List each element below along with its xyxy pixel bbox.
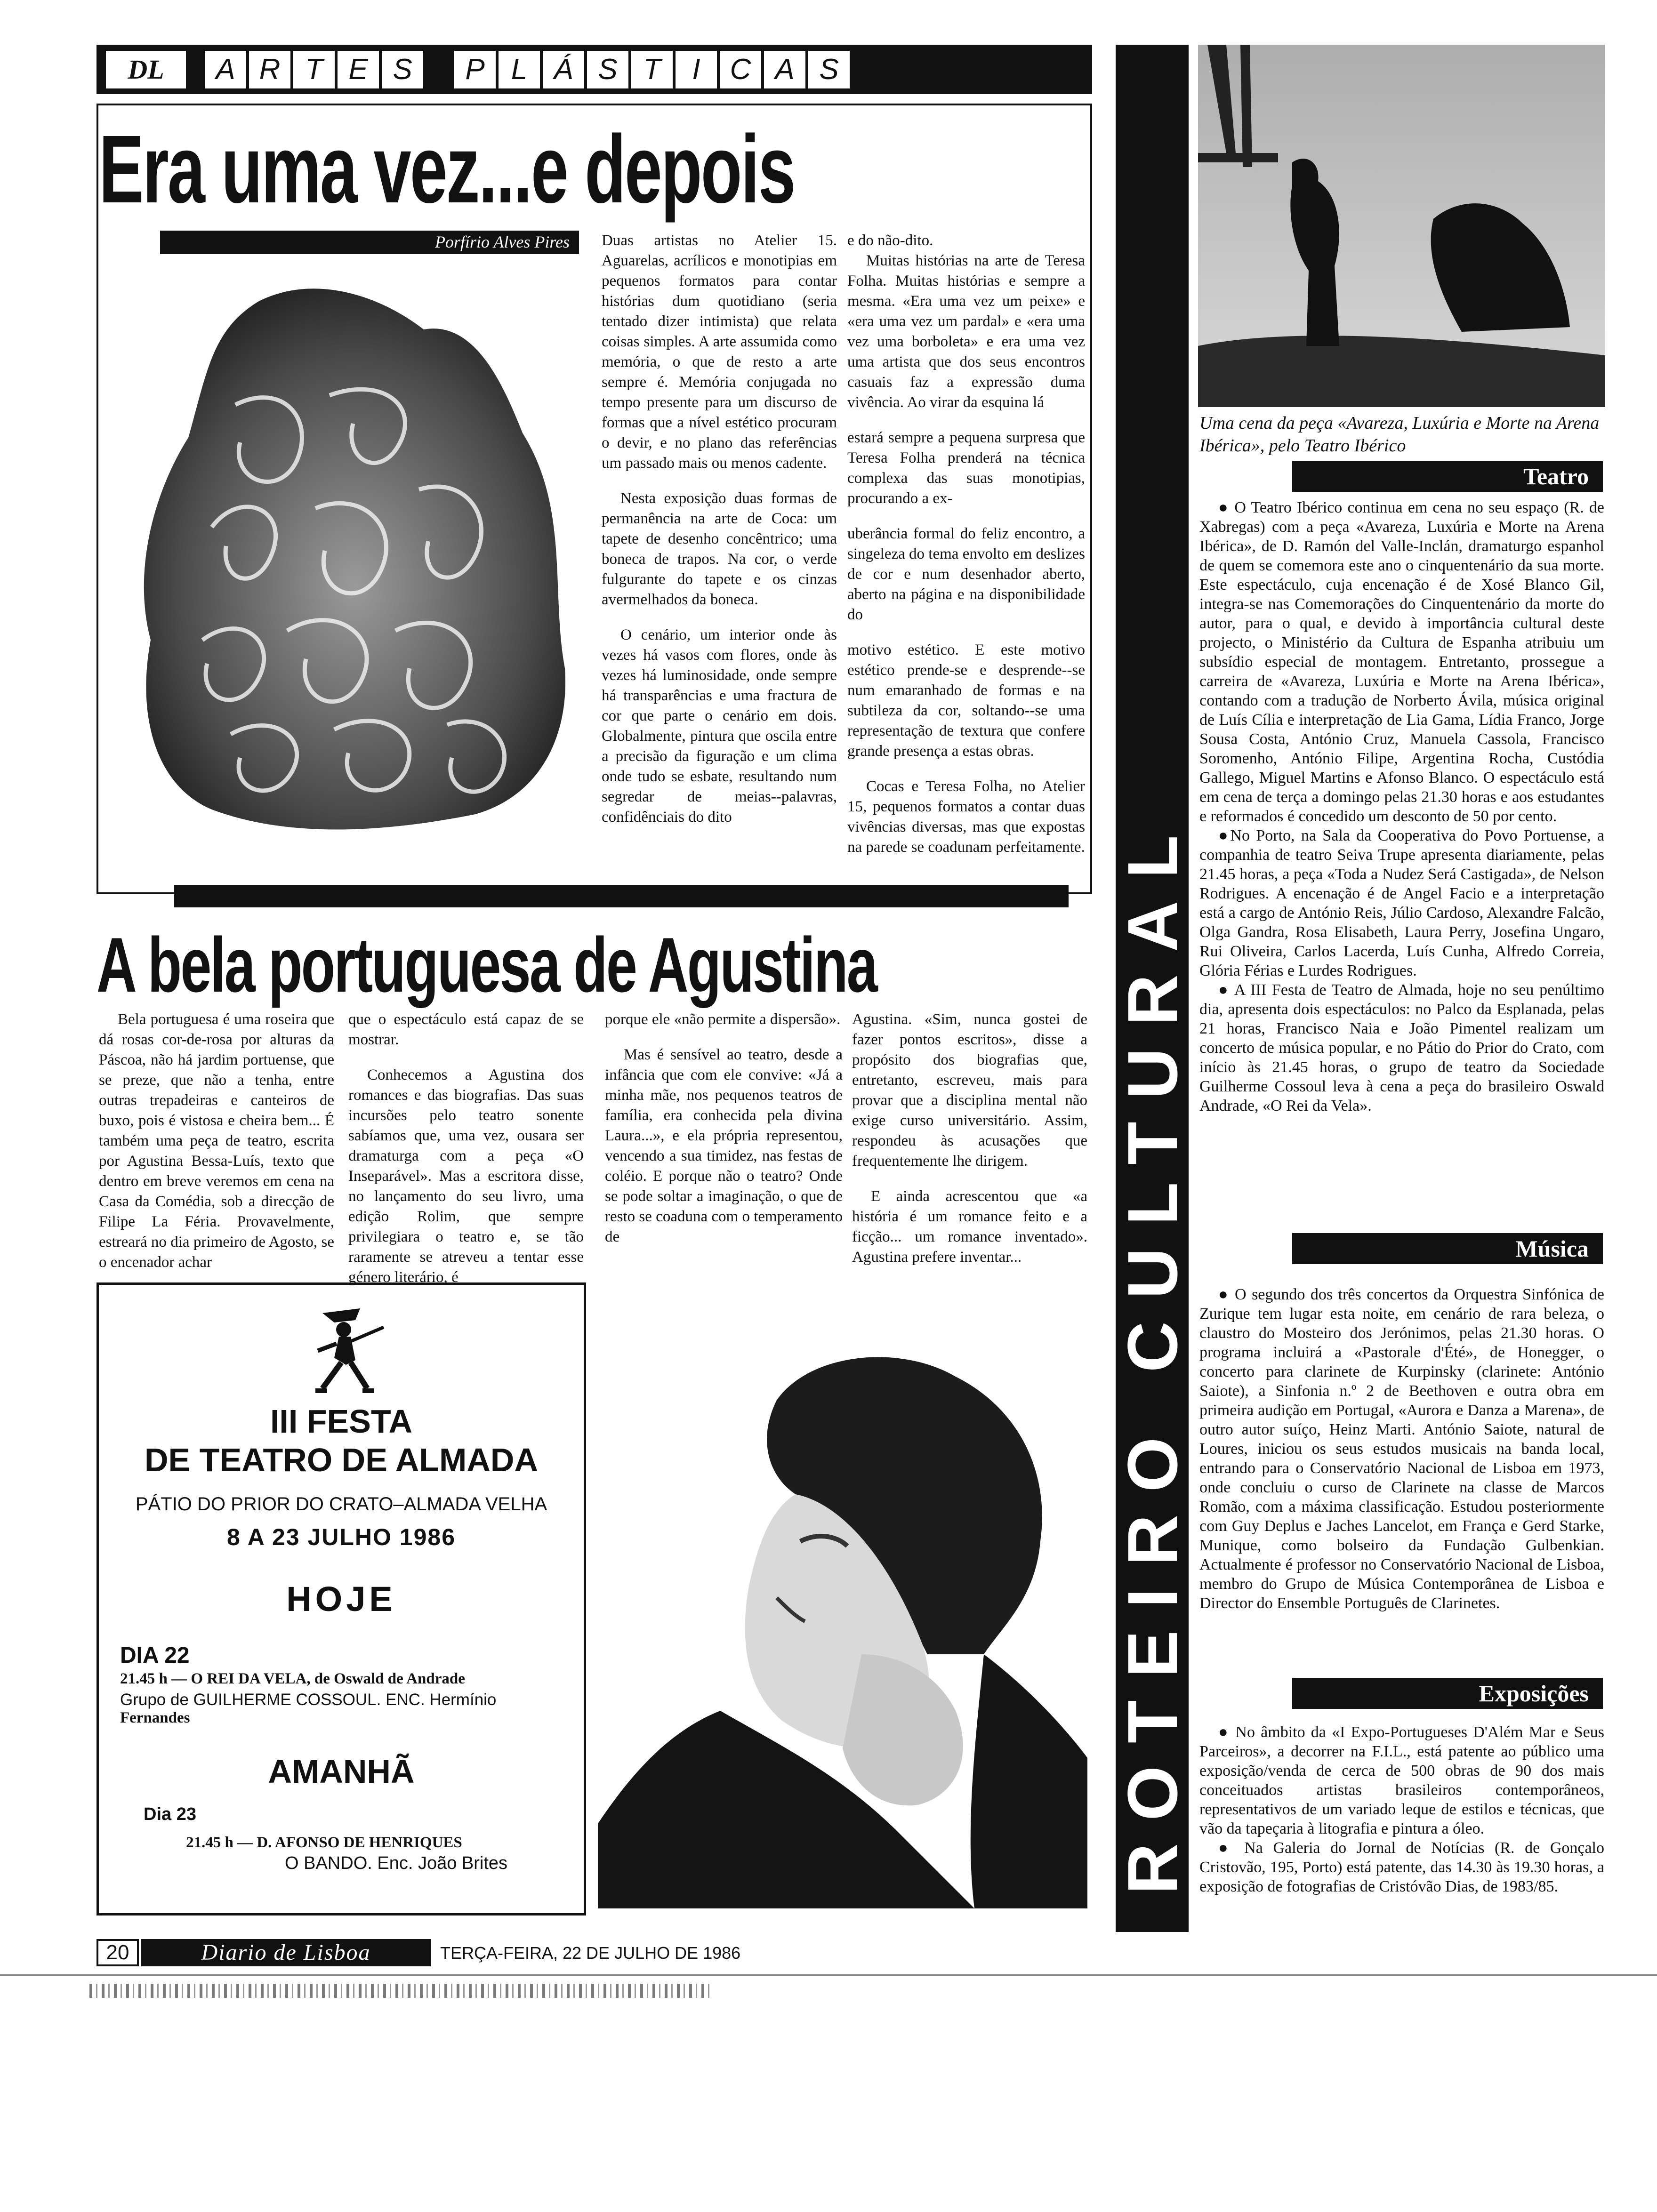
listing-paragraph: ● No âmbito da «I Expo-Portugueses D'Além Mar e Seus Parceiros», a decorrer na F.I.L., está patente ao público uma exposição/venda de cerca de 500 obras de 90 dos mais conceituados artistas brasileiros contemporâneos, representativos de um variado leque de estilos e técnicas, que vão da tapeçaria à litografia e pintura a óleo. <box>1199 1723 1604 1837</box>
article-column <box>348 1010 584 1303</box>
roteiro-cultural-rail <box>1116 45 1189 1932</box>
photo-caption: Uma cena da peça «Avareza, Luxúria e Morte na Arena Ibérica», pelo Teatro Ibérico <box>1199 413 1600 456</box>
paragraph: e do não-dito. <box>847 232 933 249</box>
article-column <box>602 231 837 842</box>
artwork-image <box>118 264 588 842</box>
divider-bar <box>174 885 1069 907</box>
section-letter: T <box>631 51 673 88</box>
stage-silhouettes-graphic <box>1198 45 1605 407</box>
paragraph: Muitas histórias na arte de Teresa Folha. Muitas histórias e sempre a mesma. «Era uma vez um peixe» e «era uma vez um pardal» e «era uma vez uma borboleta» e era uma vez uma artista que dos seus encontros casuais faz a expressão duma vivência. Ao virar da esquina lá <box>847 252 1085 411</box>
paragraph: Bela portuguesa é uma roseira que dá rosas cor-de-rosa por alturas da Páscoa, não há jardim portuense, que se preze, que não a tenha, entre outras trepadeiras e canteiros de buxo, pois é vistosa e cheira bem... É também uma peça de teatro, escrita por Agustina Bessa-Luís, texto que dentro em breve veremos em cena na Casa da Comédia, sob a direcção de Filipe La Féria. Provavelmente, estreará no dia primeiro de Agosto, se o encenador achar <box>99 1011 334 1271</box>
listing-paragraph: ● A III Festa de Teatro de Almada, hoje no seu penúltimo dia, apresenta dois espectáculos: no Palco da Esplanada, pelas 21 horas, Francisco Naia e João Pimentel realizam um concerto de música popular, e no Pátio do Prior do Crato, com início às 21.45 horas, o grupo de teatro da Sociedade Guilherme Cossoul leva à cena a peça do brasileiro Oswald Andrade, «O Rei da Vela». <box>1199 981 1604 1114</box>
section-letter: S <box>382 51 423 88</box>
section-title-artes <box>205 51 426 88</box>
ad-day-label: Dia 23 <box>144 1804 196 1824</box>
page-number: 20 <box>106 1941 129 1964</box>
newspaper-logo: DL <box>106 51 186 88</box>
paragraph: O cenário, um interior onde às vezes há vasos com flores, onde às vezes há luminosidade, onde sempre há transparências e uma fractura de cor que parte o cenário em dois. Globalmente, pintura que oscila entre a precisão da figuração e um clima onde tudo se esbate, resultando num segredar de meias--palavras, confidênciais do dito <box>602 626 837 825</box>
musica-listings <box>1199 1285 1604 1628</box>
section-letter: L <box>499 51 540 88</box>
section-letter: I <box>676 51 717 88</box>
ad-program-line: 21.45 h — O REI DA VELA, de Oswald de Andrade <box>120 1670 465 1687</box>
paragraph: Duas artistas no Atelier 15. Aguarelas, acrílicos e monotipias em pequenos formatos para contar histórias dum quotidiano (seria tentado dizer intimista) que relata coisas simples. A arte assumida como memória, o que de resto a arte sempre é. Memória conjugada no tempo presente para um discurso de formas que a nível estético procuram o devir, e no plano das referências um passado mais ou menos cadente. <box>602 232 837 472</box>
paragraph: Cocas e Teresa Folha, no Atelier 15, pequenos formatos a contar duas vivências diversas, mas que expostas na parede se coadunam perfeitamente. <box>847 778 1085 856</box>
paragraph: Conhecemos a Agustina dos romances e das biografias. Das suas incursões pelo teatro sonente sabíamos que, uma vez, ousara ser dramaturga com a peça «O Inseparável». Mas a escritora disse, no lançamento do seu livro, uma edição Rolim, que sempre privilegiara o teatro e, se tão raramente se atreveu a tentar esse género literário, é <box>348 1066 584 1286</box>
paragraph: Mas é sensível ao teatro, desde a infância que com ele convive: «Já a minha mãe, nos pequenos teatros de família, era conhecida pela divina Laura...», e ela própria representou, vencendo a sua timidez, nas festas de coléio. E porque não o teatro? Onde se pode soltar a imaginação, o que de resto se coaduna com o temperamento de <box>605 1046 843 1245</box>
section-letter: A <box>205 51 246 88</box>
byline: Porfírio Alves Pires <box>160 231 579 254</box>
ad-program-line: Fernandes <box>120 1709 190 1726</box>
ad-venue: PÁTIO DO PRIOR DO CRATO–ALMADA VELHA <box>135 1494 547 1515</box>
section-letter: S <box>808 51 850 88</box>
ad-program-line: O BANDO. Enc. João Brites <box>285 1853 508 1873</box>
paragraph: estará sempre a pequena surpresa que Teresa Folha prenderá na técnica complexa das suas monotipias, procurando a ex- <box>847 429 1085 507</box>
issue-date: TERÇA-FEIRA, 22 DE JULHO DE 1986 <box>440 1943 741 1963</box>
article-column <box>852 1010 1087 1282</box>
section-letter: R <box>249 51 290 88</box>
section-head-exposicoes: Exposições <box>1292 1678 1603 1709</box>
paragraph: E ainda acrescentou que «a história é um romance feito e a ficção... um romance inventado». Agustina prefere inventar... <box>852 1188 1087 1266</box>
ad-title: DE TEATRO DE ALMADA <box>144 1442 539 1478</box>
ad-program-line: Grupo de GUILHERME COSSOUL. ENC. Hermínio <box>120 1691 497 1709</box>
exposicoes-listings <box>1199 1723 1604 1911</box>
paragraph: que o espectáculo está capaz de se mostrar. <box>348 1011 584 1048</box>
article-column <box>99 1010 334 1288</box>
section-letter: T <box>293 51 335 88</box>
abstract-painting-graphic <box>118 264 588 842</box>
section-head-teatro: Teatro <box>1292 461 1603 492</box>
ad-today: HOJE <box>286 1579 396 1619</box>
paragraph: Nesta exposição duas formas de permanência na arte de Coca: um tapete de desenho concêntrico; uma boneca de trapos. Na cor, o verde fulgurante do tapete e os cinzas avermelhados da boneca. <box>602 490 837 608</box>
rail-title-text: ROTEIRO CULTURAL <box>1116 812 1189 1894</box>
page-number-box <box>97 1939 139 1966</box>
paragraph: uberância formal do feliz encontro, a singeleza do tema envolto em deslizes de cor e num desenhador aberto, aberto na página e na disponibilidade do <box>847 525 1085 623</box>
roteiro-cultural-title <box>1116 45 1189 1932</box>
article-column <box>605 1010 843 1262</box>
swordsman-logo-icon <box>290 1294 393 1398</box>
listing-paragraph: ●No Porto, na Sala da Cooperativa do Povo Portuense, a companhia de teatro Seiva Trupe apresenta diariamente, pelas 21.45 horas, a peça «Toda a Nudez Será Castigada», de Nelson Rodrigues. A encenação é de Angel Facio e a interpretação está a cargo de António Reis, Júlio Cardoso, Alexandre Falcão, Olga Gandra, Rosa Elisabeth, Laura Perry, Josefina Ungaro, Rui Oliveira, Carlos Lacerda, Luís Cunha, Alfredo Correia, Glória Férias e Lurdes Rodrigues. <box>1199 827 1604 979</box>
ad-dates: 8 A 23 JULHO 1986 <box>226 1524 456 1550</box>
portrait-photo <box>598 1297 1087 1908</box>
listing-paragraph: ● Na Galeria do Jornal de Notícias (R. de Gonçalo Cristovão, 195, Porto) está patente, das 14.30 às 19.30 horas, a exposição de fotografias de Cristóvão Dias, de 1983/85. <box>1199 1839 1604 1895</box>
section-letter: S <box>587 51 628 88</box>
section-letter: P <box>454 51 496 88</box>
teatro-listings <box>1199 498 1604 1115</box>
paragraph: porque ele «não permite a dispersão». <box>605 1011 841 1028</box>
section-letter: C <box>720 51 761 88</box>
section-header <box>97 45 1092 94</box>
listing-paragraph: ● O Teatro Ibérico continua em cena no seu espaço (R. de Xabregas) com a peça «Avareza, Luxúria e Morte na Arena Ibérica», de D. Ramón del Valle-Inclán, dramaturgo espanhol de quem se comemora este ano o cinquentenário da sua morte. Este espectáculo, cuja encenação é de Xosé Blanco Gil, integra-se nas Comemorações do Cinquentenário da morte do autor, para o qual, e devido à importância cultural deste projecto, o Ministério da Cultura de Espanha atribuiu um subsídio especial de montagem. Entretanto, prossegue a carreira de «Avareza, Luxúria e Morte na Arena Ibérica», contando com a tradução de Norberto Ávila, música original de Luís Cília e interpretação de Lia Gama, Lídia Franco, Jorge Sousa Costa, António Cruz, Manuela Cassola, Francisco Soromenho, António Filipe, Argentina Rocha, Custódia Gallego, Miguel Martins e Afonso Blanco. O espectáculo está em cena de terça a domingo pelas 21.30 horas e aos estudantes e reformados é concedido um desconto de 50 por cento. <box>1199 499 1604 825</box>
ad-title: III FESTA <box>270 1403 413 1440</box>
scan-noise-strip <box>89 1984 711 1998</box>
paragraph: Agustina. «Sim, nunca gostei de fazer pontos escritos», disse a propósito dos biografias que, entretanto, escreveu, mais para provar que a disciplina mental não exige curso universitário. Assim, respondeu às acusações que frequentemente lhe dirigem. <box>852 1011 1087 1170</box>
masthead-bar <box>141 1939 431 1966</box>
section-title-plasticas <box>454 51 853 88</box>
section-letter: Á <box>543 51 584 88</box>
ad-tomorrow: AMANHÃ <box>268 1753 415 1790</box>
listing-paragraph: ● O segundo dos três concertos da Orquestra Sinfónica de Zurique tem lugar esta noite, em cenário de rara beleza, o claustro do Mosteiro dos Jerónimos, pelas 21.30 horas. O programa incluirá a «Pastorale d'Été», de Honegger, o concerto para clarinete de Kurpinsky (clarinete: António Saiote), a Sinfonia n.º 2 de Beethoven e outra obra em primeira audição em Portugal, «Aurora e Danza a Marena», de outro autor suíço, Heinz Marti. António Saiote, natural de Loures, iniciou os seus estudos musicais na banda local, entrando para o Conservatório Nacional de Lisboa em 1973, onde concluiu o curso de Clarinete na classe de Marcos Romão, com a máxima classificação. Estudou posteriormente com Guy Deplus e Jaches Lancelot, em França e Gerd Starke, Munique, como bolseiro da Fundação Gulbenkian. Actualmente é professor no Conservatório Nacional de Lisboa, membro do Grupo de Música Contemporânea de Lisboa e Director do Ensemble Português de Clarinetes. <box>1199 1286 1604 1612</box>
masthead: Diario de Lisboa <box>201 1940 371 1965</box>
ad-day-label: DIA 22 <box>120 1643 190 1668</box>
advertisement-content <box>106 1290 577 1874</box>
page-edge-line <box>0 1974 1657 1976</box>
section-letter: A <box>764 51 805 88</box>
ad-program-line: 21.45 h — D. AFONSO DE HENRIQUES <box>186 1834 462 1851</box>
woman-portrait-graphic <box>598 1297 1087 1908</box>
article-column <box>847 231 1085 873</box>
article-headline: A bela portuguesa de Agustina <box>97 922 877 1008</box>
paragraph: motivo estético. E este motivo estético prende-se e desprende--se num emaranhado de formas e na subtileza da cor, soltando--se uma representação de textura que confere grande presença a estas obras. <box>847 641 1085 760</box>
article-headline: Era uma vez...e depois <box>99 115 795 223</box>
section-head-musica: Música <box>1292 1233 1603 1264</box>
section-letter: E <box>338 51 379 88</box>
theatre-scene-photo <box>1198 45 1605 407</box>
